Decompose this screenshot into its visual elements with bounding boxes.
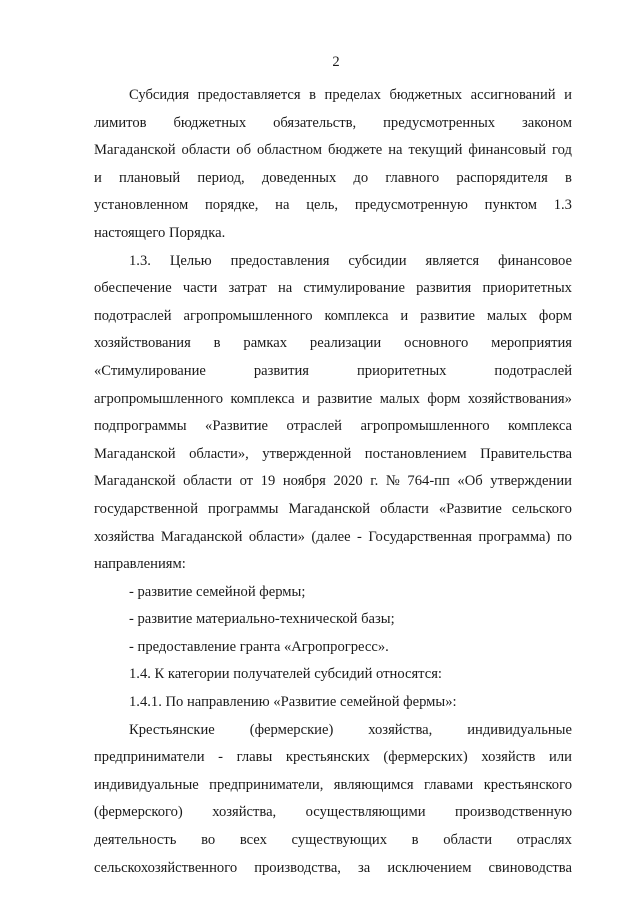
word: бюджетных: [389, 87, 463, 103]
word: 1.3: [553, 197, 572, 214]
word: предприниматели,: [209, 776, 324, 793]
word: отраслей: [286, 418, 342, 435]
word: главы: [236, 749, 273, 766]
word: области: [443, 832, 493, 849]
word: на: [388, 142, 403, 159]
word: от: [239, 473, 254, 490]
word: порядке,: [205, 197, 259, 214]
word: свиноводства: [488, 859, 572, 876]
word: 764-пп: [407, 473, 450, 490]
word: хозяйства,: [212, 804, 277, 821]
body-text: [94, 82, 572, 882]
word: реализации: [309, 335, 382, 352]
word: обязательств,: [273, 114, 357, 131]
word: области»: [248, 528, 305, 545]
word: бюджетных: [173, 114, 247, 131]
text-line: [94, 717, 572, 745]
word: во: [201, 832, 216, 849]
word: пунктом: [484, 197, 537, 214]
word: подотраслей: [494, 362, 572, 379]
word: «Развитие: [438, 500, 502, 517]
word: всех: [239, 832, 267, 849]
word: за: [358, 859, 371, 876]
word: или: [549, 749, 572, 766]
word: и: [302, 390, 310, 407]
word: агропромышленного: [94, 390, 224, 407]
word: отраслях: [516, 832, 572, 849]
word: обеспечение: [94, 280, 172, 297]
text-line: [94, 468, 572, 496]
text-line: [94, 441, 572, 469]
word: по: [556, 528, 572, 545]
word: Крестьянские: [129, 721, 215, 738]
word: рамках: [243, 335, 288, 352]
word: предприниматели: [94, 749, 205, 766]
word: на: [275, 197, 290, 214]
word: распорядителя: [456, 169, 548, 186]
text-line: [94, 82, 572, 110]
text-line: [94, 165, 572, 193]
word: осуществляющими: [305, 804, 426, 821]
word: затрат: [228, 280, 267, 297]
word: (фермерского): [94, 804, 183, 821]
word: основного: [404, 335, 469, 352]
word: мероприятия: [491, 335, 572, 352]
word: (далее: [311, 528, 351, 545]
text-line: настоящего Порядка.: [94, 224, 226, 241]
word: законом: [522, 114, 572, 131]
word: программа): [478, 528, 551, 545]
word: области»,: [189, 445, 249, 462]
text-line: направлениям:: [94, 556, 186, 573]
word: установленном: [94, 197, 189, 214]
word: в: [565, 169, 572, 186]
word: Магаданской: [94, 445, 176, 462]
word: пределах: [324, 87, 381, 103]
word: приоритетных: [356, 362, 447, 379]
word: и: [400, 307, 409, 324]
text-line: [94, 303, 572, 331]
word: плановый: [118, 169, 181, 186]
word: хозяйства: [94, 528, 155, 545]
word: Субсидия: [129, 87, 190, 103]
word: главного: [385, 169, 440, 186]
word: комплекса: [507, 418, 572, 435]
text-line: - развитие материально-технической базы;: [129, 611, 395, 628]
text-line: [94, 386, 572, 414]
word: об: [236, 142, 252, 159]
word: предусмотренную: [354, 197, 468, 214]
word: ассигнований: [470, 87, 556, 103]
word: форм: [427, 390, 461, 407]
word: доведенных: [261, 169, 337, 186]
text-line: [94, 413, 572, 441]
word: областном: [257, 142, 323, 159]
text-line: [94, 772, 572, 800]
word: Магаданской: [288, 500, 371, 517]
word: (фермерские): [249, 721, 334, 738]
word: «Развитие: [205, 418, 269, 435]
word: хозяйства,: [368, 721, 433, 738]
word: утверждении: [490, 473, 572, 490]
word: государственной: [94, 500, 199, 517]
text-line: [94, 496, 572, 524]
word: г.: [370, 473, 379, 490]
word: индивидуальные: [94, 776, 199, 793]
word: малых: [379, 390, 420, 407]
word: ноября: [282, 473, 326, 490]
word: области: [380, 500, 429, 517]
word: на: [277, 280, 293, 297]
word: развитие: [420, 307, 475, 324]
word: финансовое: [498, 252, 572, 269]
word: постановлением: [364, 445, 467, 462]
text-line: 1.4.1. По направлению «Развитие семейной фермы»:: [129, 694, 457, 711]
word: производства,: [254, 859, 341, 876]
word: 19: [260, 473, 276, 490]
word: являющимся: [333, 776, 414, 793]
text-line: [94, 358, 572, 386]
word: Магаданской: [160, 528, 243, 545]
word: год: [552, 142, 572, 159]
page-number: 2: [332, 54, 340, 70]
word: развития: [253, 362, 309, 379]
word: Правительства: [480, 445, 572, 462]
word: «Об: [457, 473, 483, 490]
text-line: 1.4. К категории получателей субсидий относятся:: [129, 666, 442, 683]
word: и: [94, 169, 102, 186]
word: утвержденной: [262, 445, 352, 462]
word: текущий: [408, 142, 463, 159]
word: цель,: [306, 197, 339, 214]
word: -: [357, 528, 362, 545]
word: развитие: [317, 390, 373, 407]
word: форм: [538, 307, 572, 324]
word: стимулирование: [303, 280, 405, 297]
word: деятельность: [94, 832, 177, 849]
word: комплекса: [230, 390, 295, 407]
word: сельскохозяйственного: [94, 859, 238, 876]
word: исключением: [387, 859, 472, 876]
word: комплекса: [324, 307, 389, 324]
word: существующих: [291, 832, 387, 849]
text-line: [94, 248, 572, 276]
text-line: [94, 744, 572, 772]
word: до: [353, 169, 369, 186]
word: (фермерских): [383, 749, 468, 766]
word: предусмотренных: [383, 114, 496, 131]
text-line: - развитие семейной фермы;: [129, 583, 306, 600]
word: «Стимулирование: [94, 362, 206, 379]
word: малых: [486, 307, 528, 324]
word: главами: [424, 776, 474, 793]
word: в: [309, 87, 317, 103]
word: программы: [208, 500, 279, 517]
word: хозяйствования: [94, 335, 191, 352]
word: -: [218, 749, 223, 766]
word: период,: [197, 169, 245, 186]
word: хозяйств: [481, 749, 536, 766]
word: Магаданской: [94, 473, 176, 490]
text-line: [94, 855, 572, 883]
word: 2020: [333, 473, 363, 490]
word: подотраслей: [94, 307, 172, 324]
word: агропромышленного: [183, 307, 313, 324]
word: предоставляется: [197, 87, 301, 103]
text-line: [94, 110, 572, 138]
text-line: [94, 524, 572, 552]
word: и: [564, 87, 572, 103]
word: субсидии: [348, 252, 407, 269]
word: является: [425, 252, 480, 269]
text-line: - предоставление гранта «Агропрогресс».: [129, 638, 389, 655]
word: лимитов: [94, 114, 147, 131]
word: хозяйствования»: [467, 390, 572, 407]
text-line: [94, 192, 572, 220]
word: финансовый: [468, 142, 547, 159]
word: в: [213, 335, 221, 352]
text-line: [94, 799, 572, 827]
word: крестьянского: [483, 776, 572, 793]
word: области: [183, 473, 232, 490]
word: сельского: [511, 500, 572, 517]
text-line: [94, 330, 572, 358]
word: Государственная: [368, 528, 472, 545]
word: Магаданской: [94, 142, 176, 159]
word: бюджете: [328, 142, 383, 159]
word: Целью: [169, 252, 212, 269]
word: крестьянских: [285, 749, 370, 766]
word: части: [182, 280, 218, 297]
word: области: [181, 142, 231, 159]
word: подпрограммы: [94, 418, 187, 435]
text-line: [94, 827, 572, 855]
text-line: [94, 275, 572, 303]
word: индивидуальные: [467, 721, 572, 738]
text-line: [94, 137, 572, 165]
word: приоритетных: [482, 280, 572, 297]
word: №: [385, 473, 400, 490]
word: 1.3.: [129, 252, 151, 269]
word: предоставления: [230, 252, 330, 269]
word: развития: [416, 280, 472, 297]
word: в: [411, 832, 419, 849]
word: производственную: [454, 804, 572, 821]
word: агропромышленного: [360, 418, 490, 435]
